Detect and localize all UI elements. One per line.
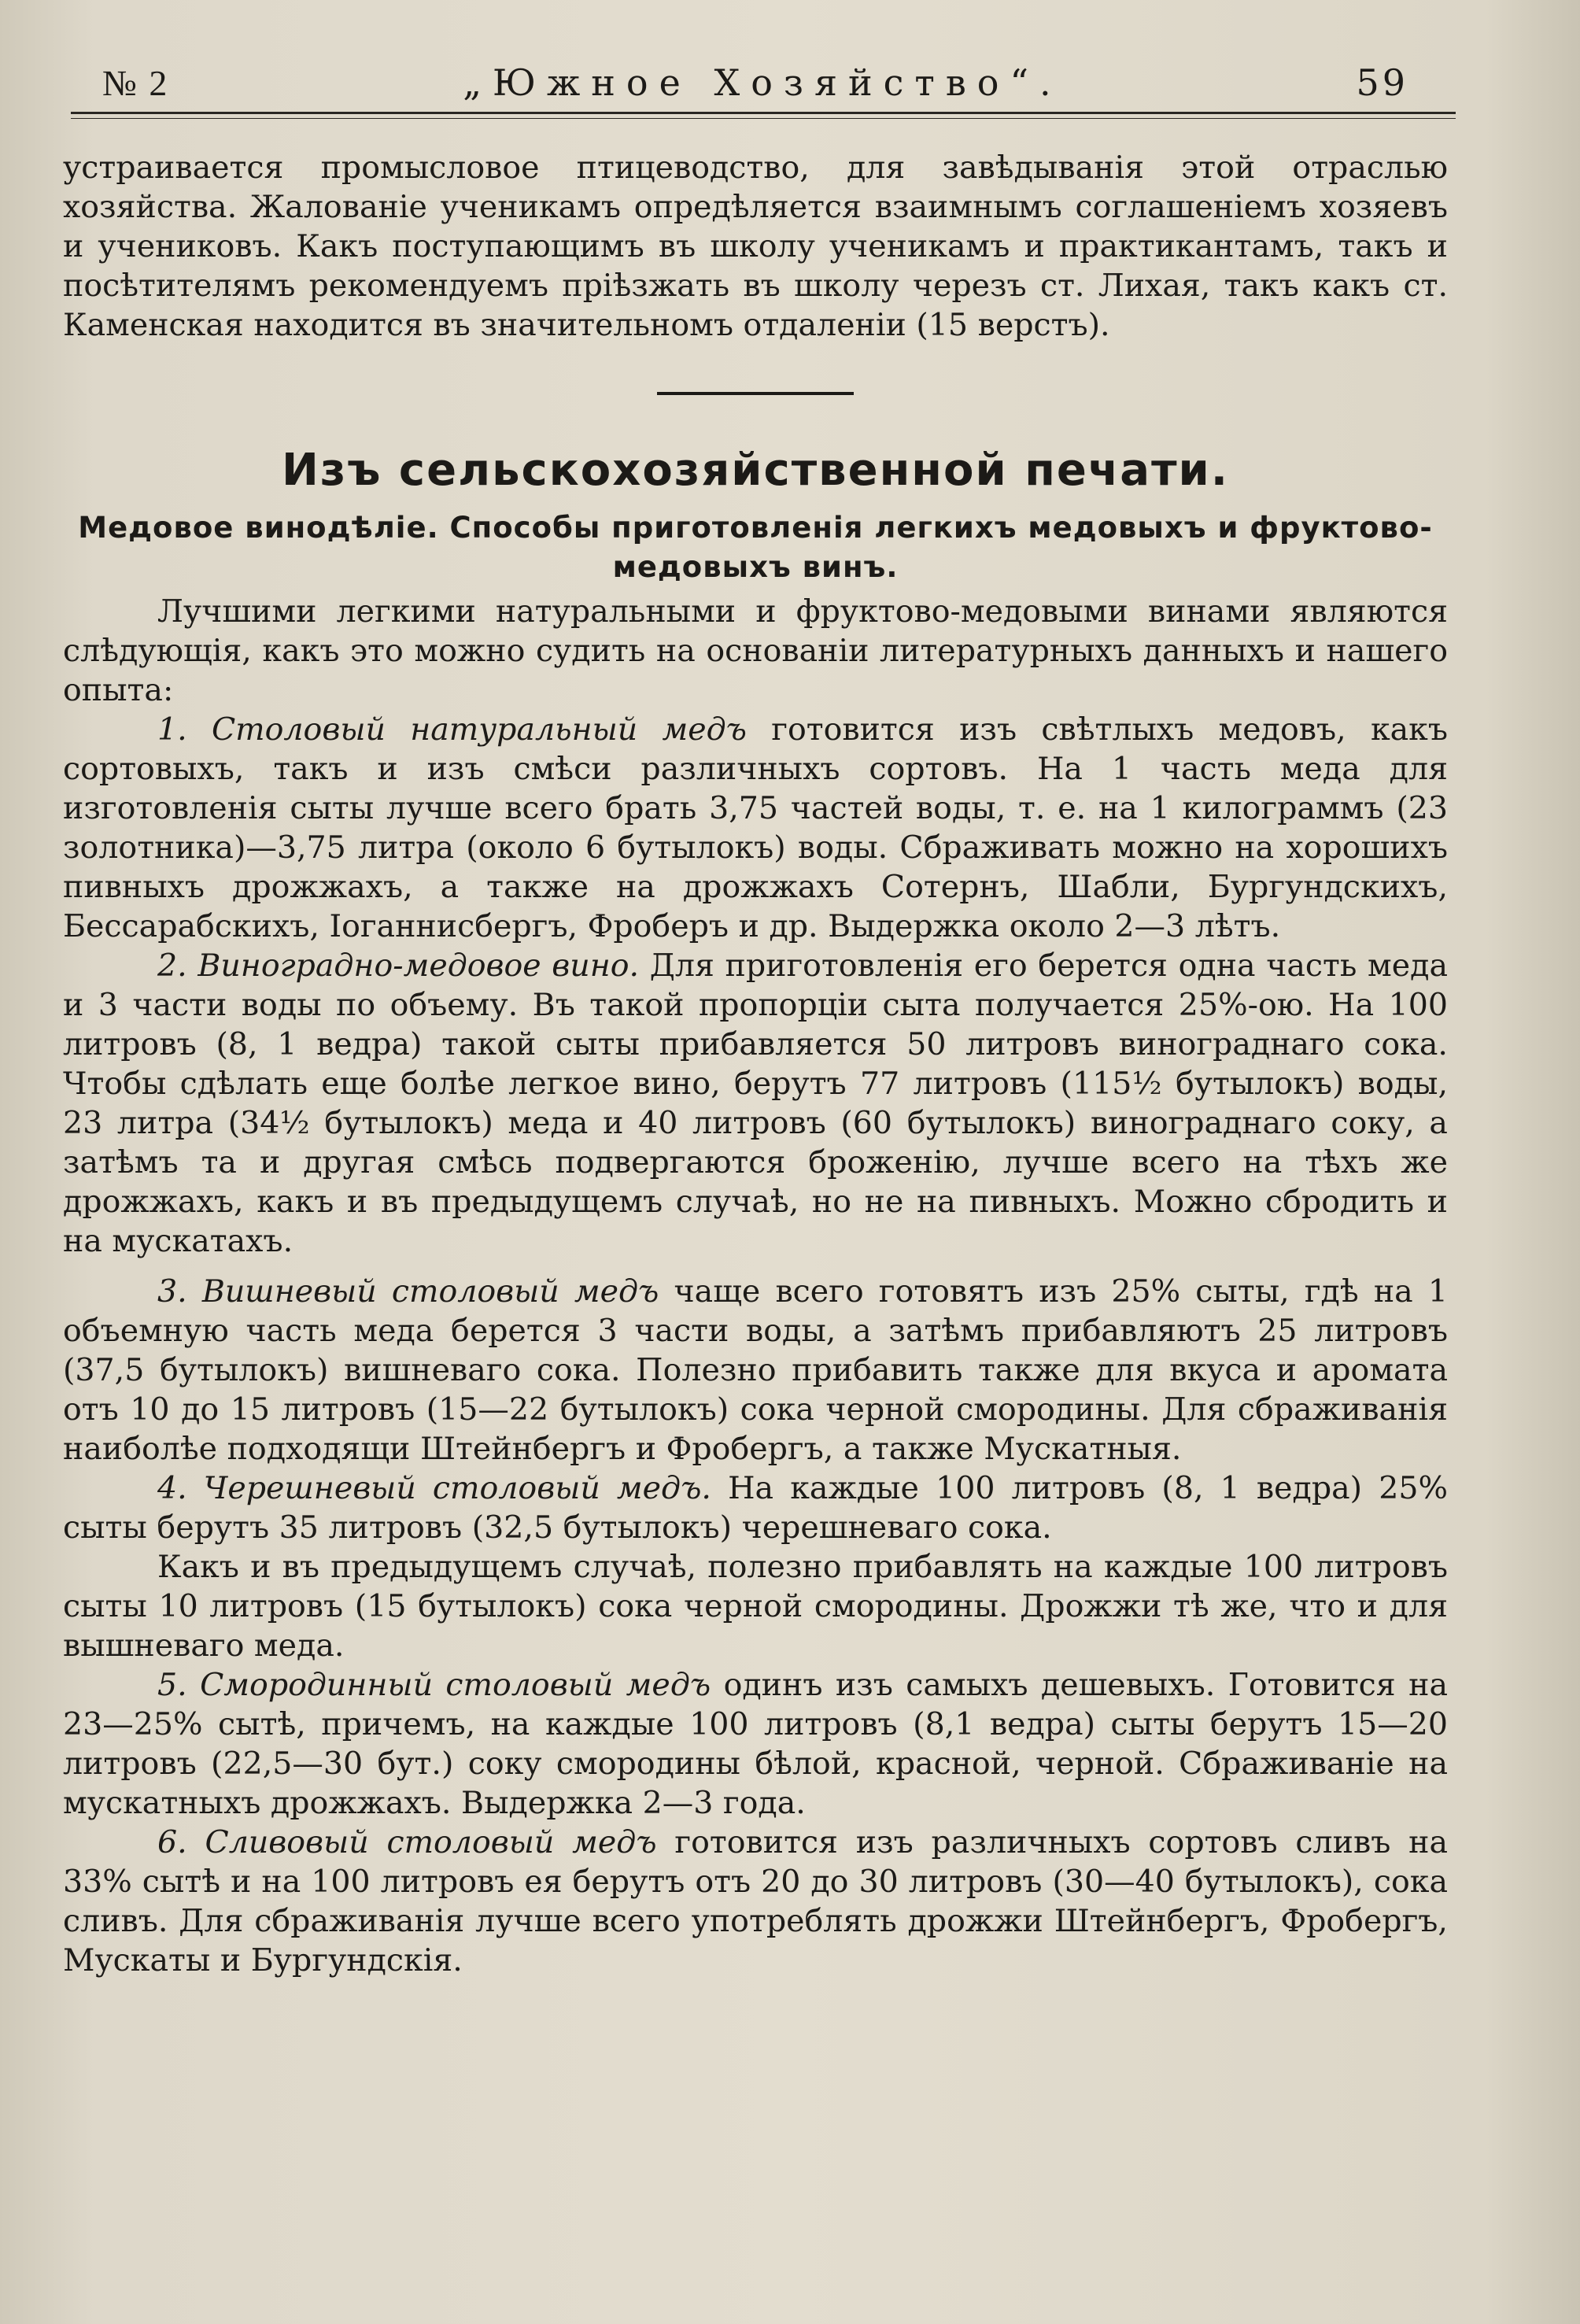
page-body <box>63 148 1448 1980</box>
recipe-text: одинъ изъ самыхъ дешевыхъ. Готовится на 23—25% сытѣ, причемъ, на каждые 100 литровъ (8,1 ведра) сыты берутъ 15—20 литровъ (22,5—30 бут.) соку смородины бѣлой, красной, черной. Сбраживаніе на мускатныхъ дрожжахъ. Выдержка 2—3 года. <box>63 1667 1448 1821</box>
recipe-title: 2. Виноградно-медовое вино. <box>157 948 640 984</box>
recipe-text: На каждые 100 литровъ (8, 1 ведра) 25% сыты берутъ 35 литровъ (32,5 бутылокъ) черешневаго сока. <box>63 1470 1448 1546</box>
lead-paragraph: Лучшими легкими натуральными и фруктово-медовыми винами являются слѣдующія, какъ это можно судить на основаніи литературныхъ данныхъ и нашего опыта: <box>63 593 1448 708</box>
recipe-item-6 <box>63 1823 1448 1980</box>
recipe-text: чаще всего готовятъ изъ 25% сыты, гдѣ на 1 объемную часть меда берется 3 части воды, а затѣмъ прибавляютъ 25 литровъ (37,5 бутылокъ) вишневаго сока. Полезно прибавить также для вкуса и аромата отъ 10 до 15 литровъ (15—22 бутылокъ) сока черной смородины. Для сбраживанія наиболѣе подходящи Штейнбергъ и Фробергъ, а также Мускатныя. <box>63 1273 1448 1467</box>
recipe-item-3 <box>63 1272 1448 1469</box>
article-title: Медовое винодѣліе. Способы приготовленія легкихъ медовыхъ и фруктово-медовыхъ винъ. <box>78 511 1433 584</box>
header-rule-thin <box>71 118 1456 119</box>
header-rule-thick <box>71 112 1456 114</box>
page-number: 59 <box>1356 61 1408 104</box>
recipe-title: 5. Смородинный столовый медъ <box>157 1667 711 1703</box>
recipe-item-4-continuation: Какъ и въ предыдущемъ случаѣ, полезно прибавлять на каждые 100 литровъ сыты 10 литровъ (15 бутылокъ) сока черной смородины. Дрожжи тѣ же, что и для вышневаго меда. <box>63 1549 1448 1664</box>
recipe-title: 1. Столовый натуральный медъ <box>157 711 747 748</box>
issue-number: № 2 <box>102 63 169 103</box>
recipe-title: 4. Черешневый столовый медъ. <box>157 1470 711 1506</box>
section-title: Изъ сельскохозяйственной печати. <box>281 445 1230 496</box>
section-separator <box>657 392 854 395</box>
recipe-item-5 <box>63 1665 1448 1823</box>
recipe-text: Для приготовленія его берется одна часть меда и 3 части воды по объему. Въ такой пропорціи сыта получается 25%-ою. На 100 литровъ (8, 1 ведра) такой сыты прибавляется 50 литровъ винограднаго сока. Чтобы сдѣлать еще болѣе легкое вино, берутъ 77 литровъ (115½ бутылокъ) воды, 23 литра (34½ бутылокъ) меда и 40 литровъ (60 бутылокъ) винограднаго соку, а затѣмъ та и другая смѣсь подвергаются броженію, лучше всего на тѣхъ же дрожжахъ, какъ и въ предыдущемъ случаѣ, но не на пивныхъ. Можно сбродить и на мускатахъ. <box>63 948 1448 1259</box>
recipe-item-2 <box>63 946 1448 1261</box>
recipe-text: готовится изъ свѣтлыхъ медовъ, какъ сортовыхъ, такъ и изъ смѣси различныхъ сортовъ. На 1 часть меда для изготовленія сыты лучше всего брать 3,75 частей воды, т. е. на 1 килограммъ (23 золотника)—3,75 литра (около 6 бутылокъ) воды. Сбраживать можно на хорошихъ пивныхъ дрожжахъ, а также на дрожжахъ Сотернъ, Шабли, Бургундскихъ, Бессарабскихъ, Іоганнисбергъ, Фроберъ и др. Выдержка около 2—3 лѣтъ. <box>63 711 1448 944</box>
recipe-title: 6. Сливовый столовый медъ <box>157 1824 657 1860</box>
recipe-text: готовится изъ различныхъ сортовъ сливъ на 33% сытѣ и на 100 литровъ ея берутъ отъ 20 до 30 литровъ (30—40 бутылокъ), сока сливъ. Для сбраживанія лучше всего употреблять дрожжи Штейнбергъ, Фробергъ, Мускаты и Бургундскія. <box>63 1824 1448 1979</box>
running-header <box>102 61 1408 109</box>
recipe-item-4 <box>63 1469 1448 1547</box>
recipe-title: 3. Вишневый столовый медъ <box>157 1273 659 1310</box>
journal-title: „Южное Хозяйство“. <box>463 61 1062 104</box>
intro-paragraph: устраивается промысловое птицеводство, для завѣдыванія этой отраслью хозяйства. Жалованіе ученикамъ опредѣляется взаимнымъ соглашеніемъ хозяевъ и учениковъ. Какъ поступающимъ въ школу ученикамъ и практикантамъ, такъ и посѣтителямъ рекомендуемъ пріѣзжать въ школу черезъ ст. Лихая, такъ какъ ст. Каменская находится въ значительномъ отдаленіи (15 верстъ). <box>63 150 1448 343</box>
recipe-item-1 <box>63 710 1448 946</box>
